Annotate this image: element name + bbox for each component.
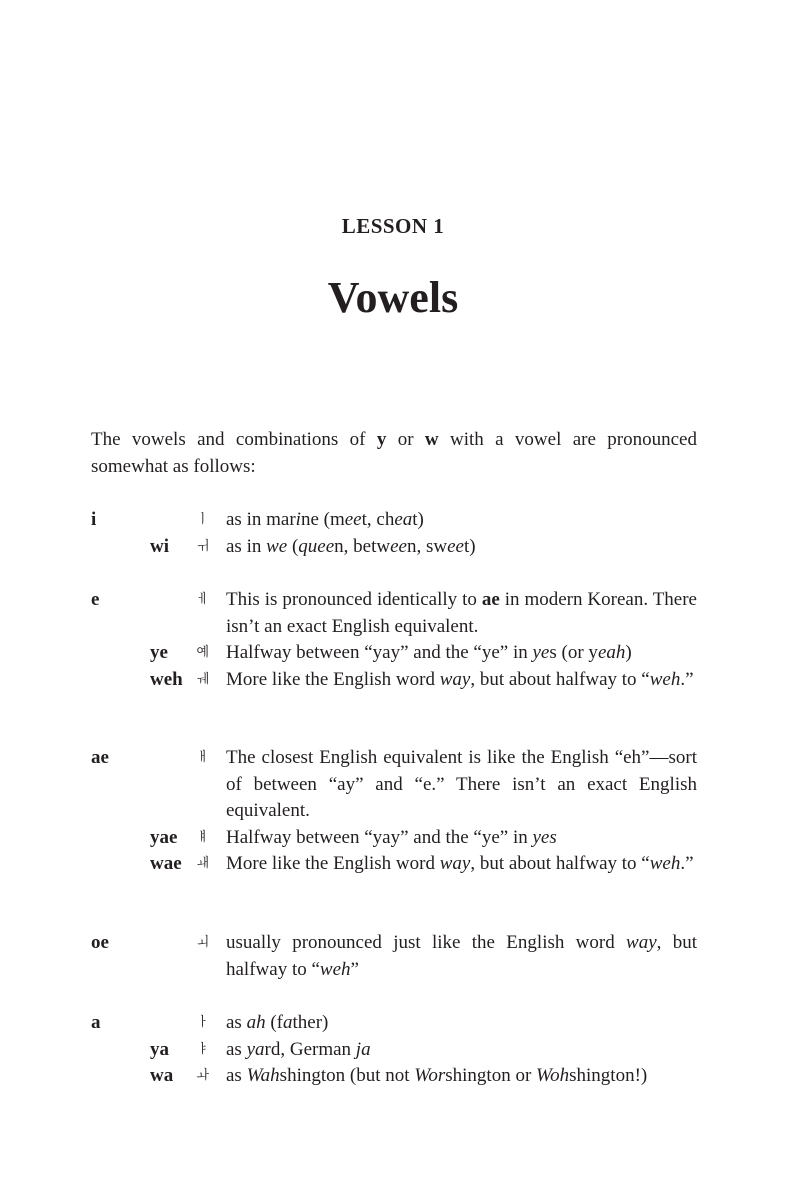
vowel-description: The closest English equivalent is like the English “eh”—sort of between “ay” and “e.” There isn’t an exact English equivalent. — [226, 747, 697, 821]
vowel-description: Halfway between “yay” and the “ye” in yes (or yeah) — [226, 642, 632, 663]
vowel-group-e — [91, 587, 697, 693]
vowel-description: as Wahshington (but not Worshington or Wohshington!) — [226, 1065, 648, 1086]
vowel-row-wa — [91, 1063, 697, 1090]
vowel-row-ye — [91, 640, 697, 667]
intro-paragraph — [91, 427, 697, 480]
vowel-row-wae — [91, 851, 697, 878]
page-title: Vowels — [327, 273, 459, 322]
hangul-glyph: ㅟ — [196, 538, 209, 554]
vowel-description: More like the English word way, but about halfway to “weh.” — [226, 853, 694, 874]
hangul-glyph: ㅏ — [196, 1015, 209, 1030]
vowel-group-a — [91, 1010, 697, 1090]
vowel-label: e — [91, 589, 100, 610]
combination-label: ya — [150, 1038, 169, 1060]
vowel-description: Halfway between “yay” and the “ye” in yes — [226, 826, 557, 848]
hangul-glyph: ㅚ — [196, 935, 209, 950]
combination-label: wa — [150, 1065, 174, 1086]
intro-text-2: or — [386, 429, 425, 450]
hangul-glyph: ㅙ — [196, 856, 209, 871]
vowel-group-ae — [91, 745, 697, 878]
vowel-row-yae — [91, 825, 697, 852]
hangul-glyph: 예 — [196, 645, 209, 660]
intro-text-3: with a vowel are pronounced somewhat as follows: — [91, 429, 697, 477]
combination-label: ye — [150, 642, 168, 663]
combination-label: wae — [150, 853, 182, 874]
vowel-label: ae — [91, 747, 109, 768]
hangul-glyph: ㅘ — [196, 1068, 209, 1083]
vowel-description: More like the English word way, but about halfway to “weh.” — [226, 668, 694, 690]
vowel-description: as in marine (meet, cheat) — [226, 509, 424, 530]
hangul-glyph: ㅔ — [196, 592, 209, 607]
vowel-row-i — [91, 507, 697, 534]
vowel-label: oe — [91, 932, 109, 953]
intro-letter-y: y — [376, 429, 387, 450]
vowel-row-wi — [91, 534, 697, 561]
hangul-glyph: ㅐ — [196, 750, 209, 765]
hangul-glyph: ㅒ — [196, 829, 209, 845]
vowel-description: as yard, German ja — [226, 1038, 371, 1060]
vowel-label: a — [91, 1012, 101, 1033]
vowel-row-oe — [91, 930, 697, 983]
hangul-glyph: ㅞ — [196, 671, 209, 687]
vowel-group-i — [91, 507, 697, 560]
vowel-description: as ah (father) — [226, 1012, 329, 1033]
lesson-label: LESSON 1 — [341, 214, 445, 238]
vowel-row-a — [91, 1010, 697, 1037]
vowel-row-weh — [91, 667, 697, 694]
hangul-glyph: ㅑ — [196, 1041, 209, 1057]
combination-label: weh — [150, 668, 183, 690]
vowel-description: This is pronounced identically to ae in modern Korean. There isn’t an exact English equivalent. — [226, 589, 697, 637]
combination-label: yae — [150, 826, 178, 848]
intro-letter-w: w — [424, 429, 439, 450]
vowel-description: usually pronounced just like the English word way, but halfway to “weh” — [226, 932, 697, 980]
vowel-group-oe — [91, 930, 697, 983]
combination-label: wi — [150, 535, 169, 557]
hangul-glyph: ㅣ — [196, 512, 209, 527]
vowel-description: as in we (queen, between, sweet) — [226, 535, 476, 557]
vowel-row-e — [91, 587, 697, 640]
vowel-label: i — [91, 509, 97, 530]
intro-text-1: The vowels and combinations of — [91, 429, 377, 450]
vowel-row-ya — [91, 1037, 697, 1064]
vowel-row-ae — [91, 745, 697, 825]
